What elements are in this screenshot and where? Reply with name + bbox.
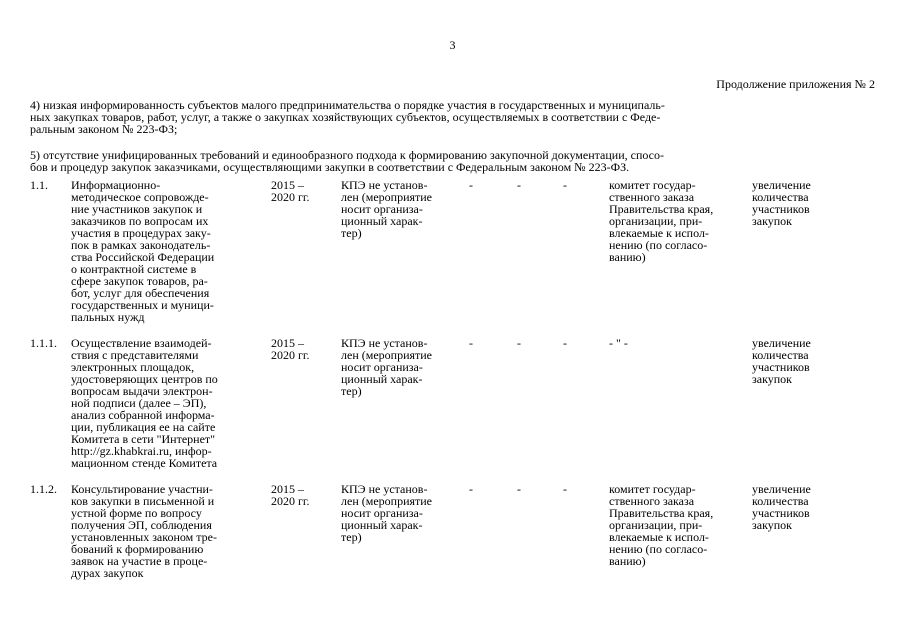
row-number: 1.1.1. <box>30 336 57 350</box>
expected-result: увеличение количества участников закупок <box>752 178 811 228</box>
measures-table <box>30 179 875 579</box>
empty-value-dash: - <box>563 336 567 350</box>
kpe-indicator: КПЭ не установ- лен (мероприятие носит организа- ционный харак- тер) <box>341 482 433 544</box>
responsible-executor: комитет государ- ственного заказа Правительства края, организации, при- влекаемые к испол- нению (по согласо- ванию) <box>609 482 714 568</box>
implementation-period: 2015 – 2020 гг. <box>271 336 310 362</box>
measure-description: Информационно- методическое сопровожде- ние участников закупок и заказчиков по вопросам их участия в процедурах заку- пок в рамках законодатель- ства Российской Федерации о контрактной системе в сфере закупок товаров, ра- бот, услуг для обеспечения государственных и муници- пальных нужд <box>71 178 215 324</box>
empty-value-dash: - <box>517 178 521 192</box>
measure-description: Осуществление взаимодей- ствия с представителями электронных площадок, удостоверяющих центров по вопросам выдачи электрон- ной подписи (далее – ЭП), анализ собранной информа- ции, публикация ее на сайте Комитета в сети "Интернет" http://gz.khabkrai.ru, инфор- мационном стенде Комитета <box>71 336 218 470</box>
empty-value-dash: - <box>563 482 567 496</box>
problem-paragraph-4: 4) низкая информированность субъектов малого предпринимательства о порядке участия в государственных и муниципаль- ных закупках товаров, работ, услуг, а также о закупках хозяйствующих субъектов, осуществляемых в соответствии с Феде- ральным законом № 223-ФЗ; <box>30 98 665 136</box>
expected-result: увеличение количества участников закупок <box>752 482 811 532</box>
kpe-indicator: КПЭ не установ- лен (мероприятие носит организа- ционный харак- тер) <box>341 178 433 240</box>
empty-value-dash: - <box>563 178 567 192</box>
table-row <box>30 483 875 579</box>
expected-result: увеличение количества участников закупок <box>752 336 811 386</box>
empty-value-dash: - <box>469 336 473 350</box>
implementation-period: 2015 – 2020 гг. <box>271 178 310 204</box>
empty-value-dash: - <box>469 178 473 192</box>
empty-value-dash: - <box>517 482 521 496</box>
table-row <box>30 337 875 483</box>
responsible-executor: - " - <box>609 336 628 350</box>
kpe-indicator: КПЭ не установ- лен (мероприятие носит организа- ционный харак- тер) <box>341 336 433 398</box>
row-number: 1.1. <box>30 178 48 192</box>
page-number: 3 <box>449 38 456 52</box>
row-number: 1.1.2. <box>30 482 57 496</box>
empty-value-dash: - <box>517 336 521 350</box>
appendix-continuation-label: Продолжение приложения № 2 <box>716 77 875 91</box>
responsible-executor: комитет государ- ственного заказа Правительства края, организации, при- влекаемые к испол- нению (по согласо- ванию) <box>609 178 714 264</box>
measure-description: Консультирование участни- ков закупки в письменной и устной форме по вопросу получения ЭП, соблюдения установленных законом тре- бований к формированию заявок на участие в проце- дурах закупок <box>71 482 217 580</box>
implementation-period: 2015 – 2020 гг. <box>271 482 310 508</box>
table-row <box>30 179 875 337</box>
empty-value-dash: - <box>469 482 473 496</box>
problem-paragraph-5: 5) отсутствие унифицированных требований и единообразного подхода к формированию закупочной документации, спосо- бов и процедур закупок заказчиками, осуществляющими закупки в соответствии с Федеральным законом № 223-ФЗ. <box>30 148 664 174</box>
